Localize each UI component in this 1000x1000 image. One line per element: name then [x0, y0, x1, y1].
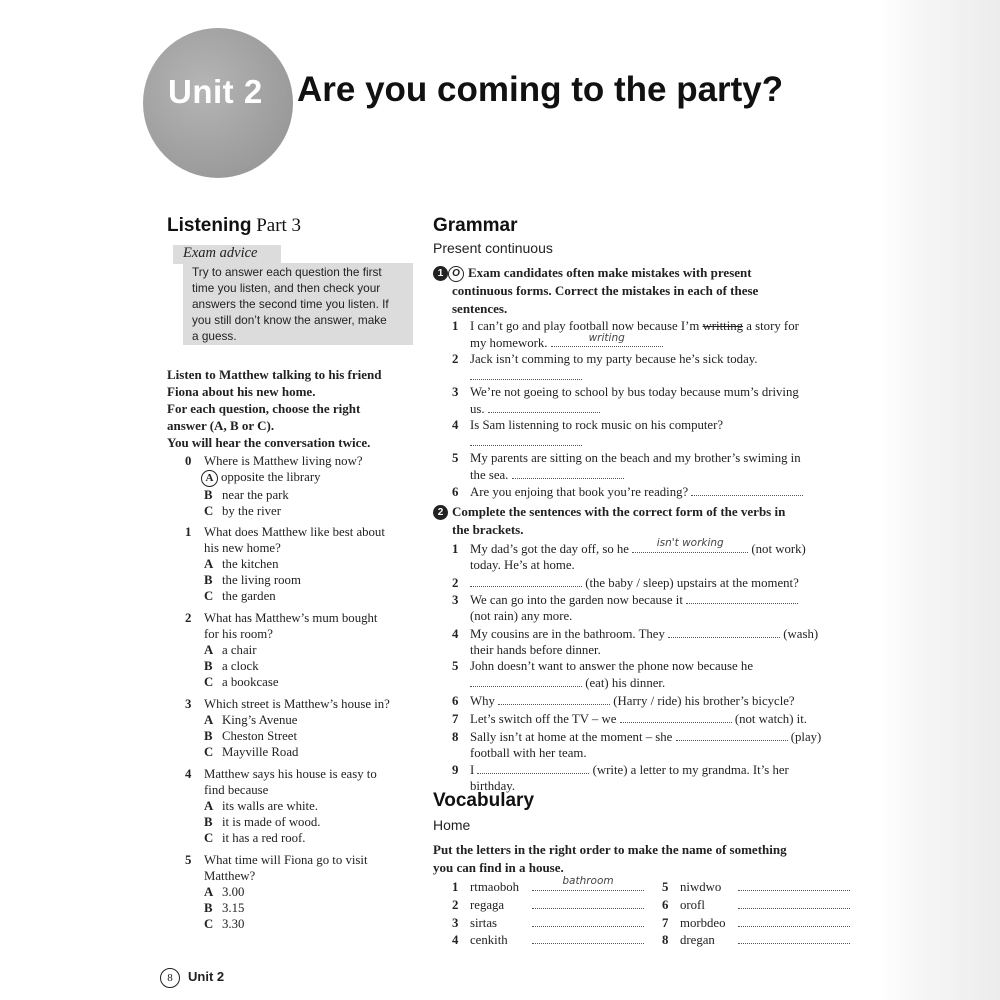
option-b[interactable]: B a clock	[204, 659, 259, 673]
ex2-item-4: 4 My cousins are in the bathroom. They (wash)	[452, 626, 819, 641]
question-5	[185, 852, 368, 932]
option-c[interactable]: C a bookcase	[204, 675, 279, 689]
answer-blank[interactable]	[477, 761, 589, 774]
vocab-list-left	[452, 875, 644, 949]
option-a[interactable]: A opposite the library	[185, 469, 363, 487]
footer-unit-label: Unit 2	[188, 969, 225, 984]
listening-instructions	[167, 366, 382, 451]
instruction-line: Listen to Matthew talking to his friend	[167, 367, 382, 382]
page-title: Are you coming to the party?	[297, 70, 784, 109]
answer-blank[interactable]	[512, 466, 624, 479]
grammar-ex2-items: 1 My dad’s got the day off, so he isn't working (not work) today. He’s at home. 2 (the baby / sleep) upstairs at the moment? 3 We can go into the garden now because it (not rain) any more. 4 My cousins are in the bathroom. They (wash) their hands before dinner. 5 John doesn’t want to answer the phone now because he (eat) his dinner. 6 Why (Harry / ride) his brother’s bicycle? 7 Let’s switch off the TV – we (not watch) it. 8 Sally isn’t at home at the moment – she (play) football with her team. 9 I (write) a letter to my grandma. It’s her birthday.	[452, 537, 822, 794]
answer-blank[interactable]	[470, 574, 582, 587]
question-text: What does Matthew like best about	[204, 525, 385, 539]
option-b[interactable]: B 3.15	[204, 901, 245, 915]
answer-blank[interactable]	[686, 591, 798, 604]
answer-blank[interactable]	[488, 400, 600, 413]
answer-blank[interactable]	[620, 710, 732, 723]
advice-line: a guess.	[192, 329, 237, 343]
answer-blank[interactable]	[691, 483, 803, 496]
option-a[interactable]: A King’s Avenue	[204, 713, 298, 727]
ex1-item-5: 5 My parents are sitting on the beach and my brother’s swiming in	[452, 451, 801, 465]
instruction-line: answer (A, B or C).	[167, 418, 275, 433]
question-text: Which street is Matthew’s house in?	[204, 697, 390, 711]
option-c[interactable]: C the garden	[204, 589, 276, 603]
exam-advice-text	[192, 264, 389, 344]
question-text: for his room?	[204, 627, 273, 641]
page-spine-shadow	[878, 0, 1000, 1000]
question-number: 4	[185, 767, 192, 781]
ex2-item-2: 2 (the baby / sleep) upstairs at the moment?	[452, 575, 799, 590]
answer-blank[interactable]	[551, 334, 663, 347]
option-c[interactable]: C it has a red roof.	[204, 831, 306, 845]
handwritten-answer: writing	[588, 332, 625, 344]
vocab-item-2: 2 regaga	[452, 896, 644, 914]
answer-blank[interactable]	[532, 914, 644, 927]
question-number: 5	[185, 853, 192, 867]
grammar-subheading: Present continuous	[433, 240, 553, 256]
ex2-item-9: 9 I (write) a letter to my grandma. It’s her	[452, 763, 789, 778]
vocabulary-heading: Vocabulary	[433, 790, 535, 811]
option-b[interactable]: B it is made of wood.	[204, 815, 321, 829]
common-mistakes-icon: O	[448, 266, 464, 282]
exercise-number-badge: 2	[433, 505, 448, 520]
handwritten-answer: bathroom	[562, 875, 614, 887]
page-number: 8	[160, 968, 180, 988]
answer-blank[interactable]	[676, 728, 788, 741]
question-0	[185, 453, 363, 519]
option-b[interactable]: B Cheston Street	[204, 729, 297, 743]
ex1-item-1: 1 I can’t go and play football now because I’m writting a story for	[452, 319, 799, 333]
question-1	[185, 524, 385, 604]
vocab-item-1: 1 rtmaoboh bathroom	[452, 878, 644, 896]
answer-blank[interactable]	[470, 367, 582, 380]
handwritten-answer: isn't working	[656, 537, 724, 549]
grammar-ex2-instructions: 2 Complete the sentences with the correct form of the verbs in the brackets.	[433, 503, 785, 538]
answer-blank[interactable]	[738, 931, 850, 944]
advice-line: you still don’t know the answer, make	[192, 313, 387, 327]
answer-blank[interactable]	[738, 896, 850, 909]
option-a[interactable]: A a chair	[204, 643, 257, 657]
instruction-line: You will hear the conversation twice.	[167, 435, 371, 450]
advice-line: Try to answer each question the first	[192, 265, 382, 279]
ex1-item-4: 4 Is Sam listenning to rock music on his computer?	[452, 418, 724, 432]
ex2-item-5: 5 John doesn’t want to answer the phone now because he	[452, 658, 753, 673]
listening-heading: Listening Part 3	[167, 215, 302, 236]
question-text: What has Matthew’s mum bought	[204, 611, 378, 625]
question-number: 3	[185, 697, 192, 711]
vocab-item-8: 8 dregan	[662, 931, 850, 949]
ex1-item-6: 6 Are you enjoing that book you’re reading?	[452, 483, 803, 500]
question-text: What time will Fiona go to visit	[204, 853, 368, 867]
grammar-heading: Grammar	[433, 215, 518, 236]
answer-blank[interactable]	[532, 875, 644, 891]
option-a[interactable]: A 3.00	[204, 885, 245, 899]
option-b[interactable]: B near the park	[204, 488, 289, 502]
answer-blank[interactable]	[532, 896, 644, 909]
option-a[interactable]: A the kitchen	[204, 557, 279, 571]
ex2-item-7: 7 Let’s switch off the TV – we (not watch) it.	[452, 711, 807, 726]
question-text: Matthew says his house is easy to	[204, 767, 377, 781]
question-2	[185, 610, 377, 690]
ex2-item-1: 1 My dad’s got the day off, so he isn't working (not work)	[452, 537, 806, 556]
unit-label: Unit 2	[168, 73, 263, 110]
answer-blank[interactable]	[738, 914, 850, 927]
option-b[interactable]: B the living room	[204, 573, 301, 587]
question-number: 2	[185, 611, 192, 625]
answer-blank[interactable]	[632, 537, 748, 553]
vocabulary-instructions: Put the letters in the right order to make the name of something you can find in a house.	[433, 842, 787, 875]
ex2-item-8: 8 Sally isn’t at home at the moment – she (play)	[452, 729, 822, 744]
instruction-line: For each question, choose the right	[167, 401, 361, 416]
grammar-ex1-instructions: 1 O Exam candidates often make mistakes with present continuous forms. Correct the mistakes in each of these sentences.	[433, 264, 758, 317]
listening-part: Part 3	[256, 215, 302, 236]
vocab-item-5: 5 niwdwo	[662, 878, 850, 896]
option-c[interactable]: C by the river	[204, 504, 281, 518]
question-text: find because	[204, 783, 269, 797]
question-text: Matthew?	[204, 869, 256, 883]
advice-line: answers the second time you listen. If	[192, 297, 389, 311]
ex1-item-3: 3 We’re not goeing to school by bus today because mum’s driving	[452, 385, 799, 399]
vocab-item-4: 4 cenkith	[452, 931, 644, 949]
grammar-ex1-items: 1 I can’t go and play football now because I’m writting a story for my homework. writing 2 Jack isn’t comming to my party because he’s sick today. 3 We’re not goeing to school by bus today because mum’s driving us. 4 Is Sam listenning to rock music on his computer? 5 My parents are sitting on the beach and my brother’s swiming in the sea. 6 Are you enjoing that book you’re reading?	[452, 318, 803, 500]
vocab-item-7: 7 morbdeo	[662, 914, 850, 932]
vocab-list-right	[662, 878, 850, 949]
ex2-item-6: 6 Why (Harry / ride) his brother’s bicycle?	[452, 694, 795, 709]
answer-blank[interactable]	[532, 931, 644, 944]
vocabulary-subheading: Home	[433, 817, 471, 833]
answer-blank[interactable]	[470, 674, 582, 687]
vocab-item-6: 6 orofl	[662, 896, 850, 914]
option-a[interactable]: A its walls are white.	[204, 799, 318, 813]
option-c[interactable]: C 3.30	[204, 917, 245, 931]
vocab-item-3: 3 sirtas	[452, 914, 644, 932]
question-text: Where is Matthew living now?	[204, 454, 363, 468]
question-number: 0	[185, 454, 192, 468]
question-text: his new home?	[204, 541, 281, 555]
advice-line: time you listen, and then check your	[192, 281, 381, 295]
ex2-item-3: 3 We can go into the garden now because it	[452, 591, 821, 609]
question-4	[185, 766, 377, 846]
exercise-number-badge: 1	[433, 266, 448, 281]
question-number: 1	[185, 525, 192, 539]
exam-advice-title: Exam advice	[183, 245, 258, 261]
answer-blank[interactable]	[498, 692, 610, 705]
answer-blank[interactable]	[470, 433, 582, 446]
option-c[interactable]: C Mayville Road	[204, 745, 299, 759]
answer-blank[interactable]	[668, 625, 780, 638]
ex1-item-2: 2 Jack isn’t comming to my party because he’s sick today.	[452, 352, 758, 366]
circled-answer-mark: A	[201, 470, 218, 487]
answer-blank[interactable]	[738, 878, 850, 891]
instruction-line: Fiona about his new home.	[167, 384, 316, 399]
question-3	[185, 696, 390, 760]
